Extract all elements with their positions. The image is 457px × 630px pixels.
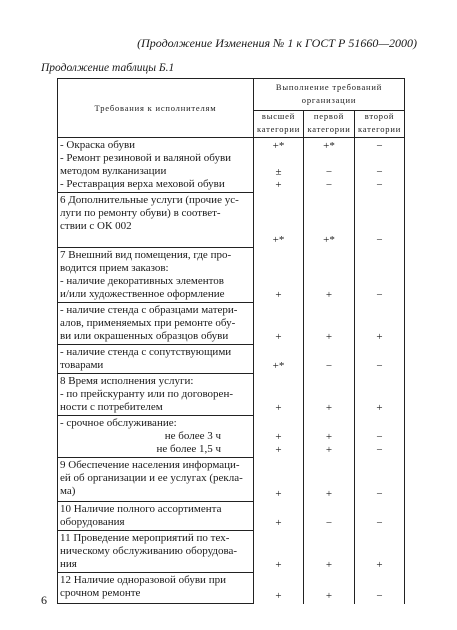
mark-value: +: [275, 330, 282, 343]
requirement-cell: [58, 138, 254, 193]
requirement-line: 11 Проведение мероприятий по тех-: [60, 532, 230, 544]
mark-value: +: [376, 558, 383, 571]
requirement-line: оборудования: [60, 516, 125, 528]
header-cell-line: высшей: [261, 111, 296, 121]
requirement-line: - наличие стенда с образцами матери-: [60, 304, 238, 316]
mark-value: +: [275, 487, 282, 500]
requirement-line: срочном ремонте: [60, 587, 141, 599]
table-row: [58, 374, 405, 416]
mark-value: −: [325, 359, 333, 372]
mark-cell-second: [355, 345, 405, 374]
mark-value: +: [325, 589, 333, 602]
requirement-line: 9 Обеспечение населения информаци-: [60, 459, 240, 471]
header-fulfillment: [254, 79, 405, 111]
mark-cell-first: [304, 374, 355, 416]
mark-cell-highest: [254, 374, 304, 416]
mark-value: +: [275, 288, 282, 301]
mark-cell-highest: [254, 458, 304, 502]
mark-cell-first: [304, 303, 355, 345]
requirement-line: водится прием заказов:: [60, 262, 169, 274]
requirement-line: ности с потребителем: [60, 401, 163, 413]
mark-value: +*: [323, 139, 335, 152]
page-number: 6: [41, 593, 47, 607]
requirement-line: ния: [60, 558, 77, 570]
header-fulfillment-line: организации: [301, 94, 357, 105]
mark-value: +: [275, 401, 282, 414]
mark-value: +: [275, 178, 282, 191]
requirement-cell: [58, 502, 254, 531]
mark-cell-second: [355, 374, 405, 416]
header-fulfillment-line: Выполнение требований: [275, 81, 383, 92]
mark-cell-first: [304, 138, 355, 193]
requirement-line: методом вулканизации: [60, 165, 167, 177]
table-row: [58, 416, 405, 458]
mark-value: +*: [272, 359, 285, 372]
header-highest-category: [254, 111, 304, 138]
header-cell-line: первой: [313, 111, 345, 121]
mark-value: +: [376, 401, 383, 414]
requirement-line: - наличие стенда с сопутствующими: [60, 346, 232, 358]
mark-cell-first: [304, 248, 355, 303]
requirements-table: [57, 78, 405, 604]
mark-value: −: [376, 487, 383, 500]
mark-value: −: [325, 165, 333, 178]
mark-value: +: [275, 558, 282, 571]
requirement-line: ма): [60, 485, 76, 497]
document-header: (Продолжение Изменения № 1 к ГОСТ Р 51660—2000): [137, 36, 417, 50]
mark-cell-highest: [254, 531, 304, 573]
mark-cell-first: [304, 345, 355, 374]
table-row: [58, 502, 405, 531]
mark-value: +: [275, 430, 282, 443]
header-requirements: Требования к исполнителям: [58, 79, 254, 138]
requirement-line: алов, применяемых при ремонте обу-: [60, 317, 236, 329]
requirement-cell: [58, 345, 254, 374]
header-cell-line: категории: [256, 124, 301, 134]
mark-value: +: [275, 589, 282, 602]
mark-value: ±: [275, 165, 282, 178]
requirement-line: ви или окрашенных образцов обуви: [60, 330, 229, 342]
mark-value: −: [376, 165, 383, 178]
mark-value: +: [325, 330, 333, 343]
mark-cell-first: [304, 573, 355, 604]
mark-value: −: [376, 139, 383, 152]
requirement-line: ствии с ОК 002: [60, 220, 132, 232]
mark-cell-first: [304, 193, 355, 248]
requirement-line: товарами: [60, 359, 104, 371]
mark-cell-highest: [254, 573, 304, 604]
table-row: [58, 138, 405, 193]
mark-cell-second: [355, 531, 405, 573]
requirement-line: и/или художественное оформление: [60, 288, 225, 300]
mark-value: −: [376, 589, 383, 602]
mark-cell-second: [355, 303, 405, 345]
requirement-cell: [58, 416, 254, 458]
requirement-cell: [58, 531, 254, 573]
table-row: [58, 458, 405, 502]
mark-cell-second: [355, 458, 405, 502]
mark-value: +: [325, 401, 333, 414]
mark-value: −: [376, 359, 383, 372]
mark-cell-second: [355, 248, 405, 303]
mark-value: −: [376, 443, 383, 456]
requirement-line: 7 Внешний вид помещения, где про-: [60, 249, 232, 261]
mark-value: +: [325, 430, 333, 443]
mark-cell-highest: [254, 303, 304, 345]
mark-value: +*: [323, 233, 335, 246]
table-row: [58, 345, 405, 374]
mark-cell-highest: [254, 138, 304, 193]
requirement-cell: [58, 573, 254, 604]
requirement-line: - Окраска обуви: [60, 139, 136, 151]
table-continuation-title: Продолжение таблицы Б.1: [41, 62, 175, 74]
mark-value: −: [325, 178, 333, 191]
requirement-line: ей об организации и ее услугах (рекла-: [60, 472, 243, 484]
mark-value: −: [376, 516, 383, 529]
table-row: [58, 193, 405, 248]
mark-value: −: [376, 233, 383, 246]
requirement-cell: [58, 248, 254, 303]
mark-value: +*: [272, 233, 285, 246]
mark-cell-highest: [254, 248, 304, 303]
requirement-line: не более 3 ч: [164, 430, 221, 442]
mark-value: +: [325, 487, 333, 500]
mark-cell-highest: [254, 345, 304, 374]
header-cell-line: категории: [307, 124, 351, 134]
mark-value: −: [376, 430, 383, 443]
requirement-line: ническому обслуживанию оборудова-: [60, 545, 238, 557]
table-row: [58, 248, 405, 303]
mark-cell-first: [304, 531, 355, 573]
requirement-line: - Ремонт резиновой и валяной обуви: [60, 152, 232, 164]
mark-value: −: [325, 516, 333, 529]
mark-cell-second: [355, 193, 405, 248]
requirement-cell: [58, 193, 254, 248]
mark-value: +: [275, 443, 282, 456]
requirement-line: - наличие декоративных элементов: [60, 275, 224, 287]
header-cell-line: второй: [364, 111, 395, 121]
mark-cell-second: [355, 573, 405, 604]
header-cell-line: категории: [357, 124, 402, 134]
mark-value: −: [376, 178, 383, 191]
mark-cell-highest: [254, 416, 304, 458]
mark-cell-first: [304, 458, 355, 502]
mark-cell-highest: [254, 193, 304, 248]
mark-value: +: [325, 558, 333, 571]
header-first-category: [304, 111, 355, 138]
mark-cell-first: [304, 416, 355, 458]
mark-value: +*: [272, 139, 285, 152]
requirement-line: 10 Наличие полного ассортимента: [60, 503, 222, 515]
table-row: [58, 303, 405, 345]
requirement-line: - по прейскуранту или по договорен-: [60, 388, 233, 400]
header-second-category: [355, 111, 405, 138]
mark-value: +: [376, 330, 383, 343]
requirement-line: 6 Дополнительные услуги (прочие ус-: [60, 194, 239, 206]
mark-value: +: [275, 516, 282, 529]
table-row: [58, 573, 405, 604]
mark-cell-second: [355, 138, 405, 193]
requirement-line: - срочное обслуживание:: [60, 417, 177, 429]
requirement-line: - Реставрация верха меховой обуви: [60, 178, 225, 190]
mark-cell-first: [304, 502, 355, 531]
requirement-line: не более 1,5 ч: [156, 443, 221, 455]
mark-cell-second: [355, 502, 405, 531]
mark-value: +: [325, 288, 333, 301]
mark-value: −: [376, 288, 383, 301]
requirement-cell: [58, 303, 254, 345]
table-row: [58, 531, 405, 573]
mark-cell-second: [355, 416, 405, 458]
mark-cell-highest: [254, 502, 304, 531]
requirement-cell: [58, 374, 254, 416]
mark-value: +: [325, 443, 333, 456]
requirement-line: 8 Время исполнения услуги:: [60, 375, 194, 387]
requirement-line: 12 Наличие одноразовой обуви при: [60, 574, 226, 586]
requirement-cell: [58, 458, 254, 502]
requirement-line: луги по ремонту обуви) в соответ-: [60, 207, 221, 219]
